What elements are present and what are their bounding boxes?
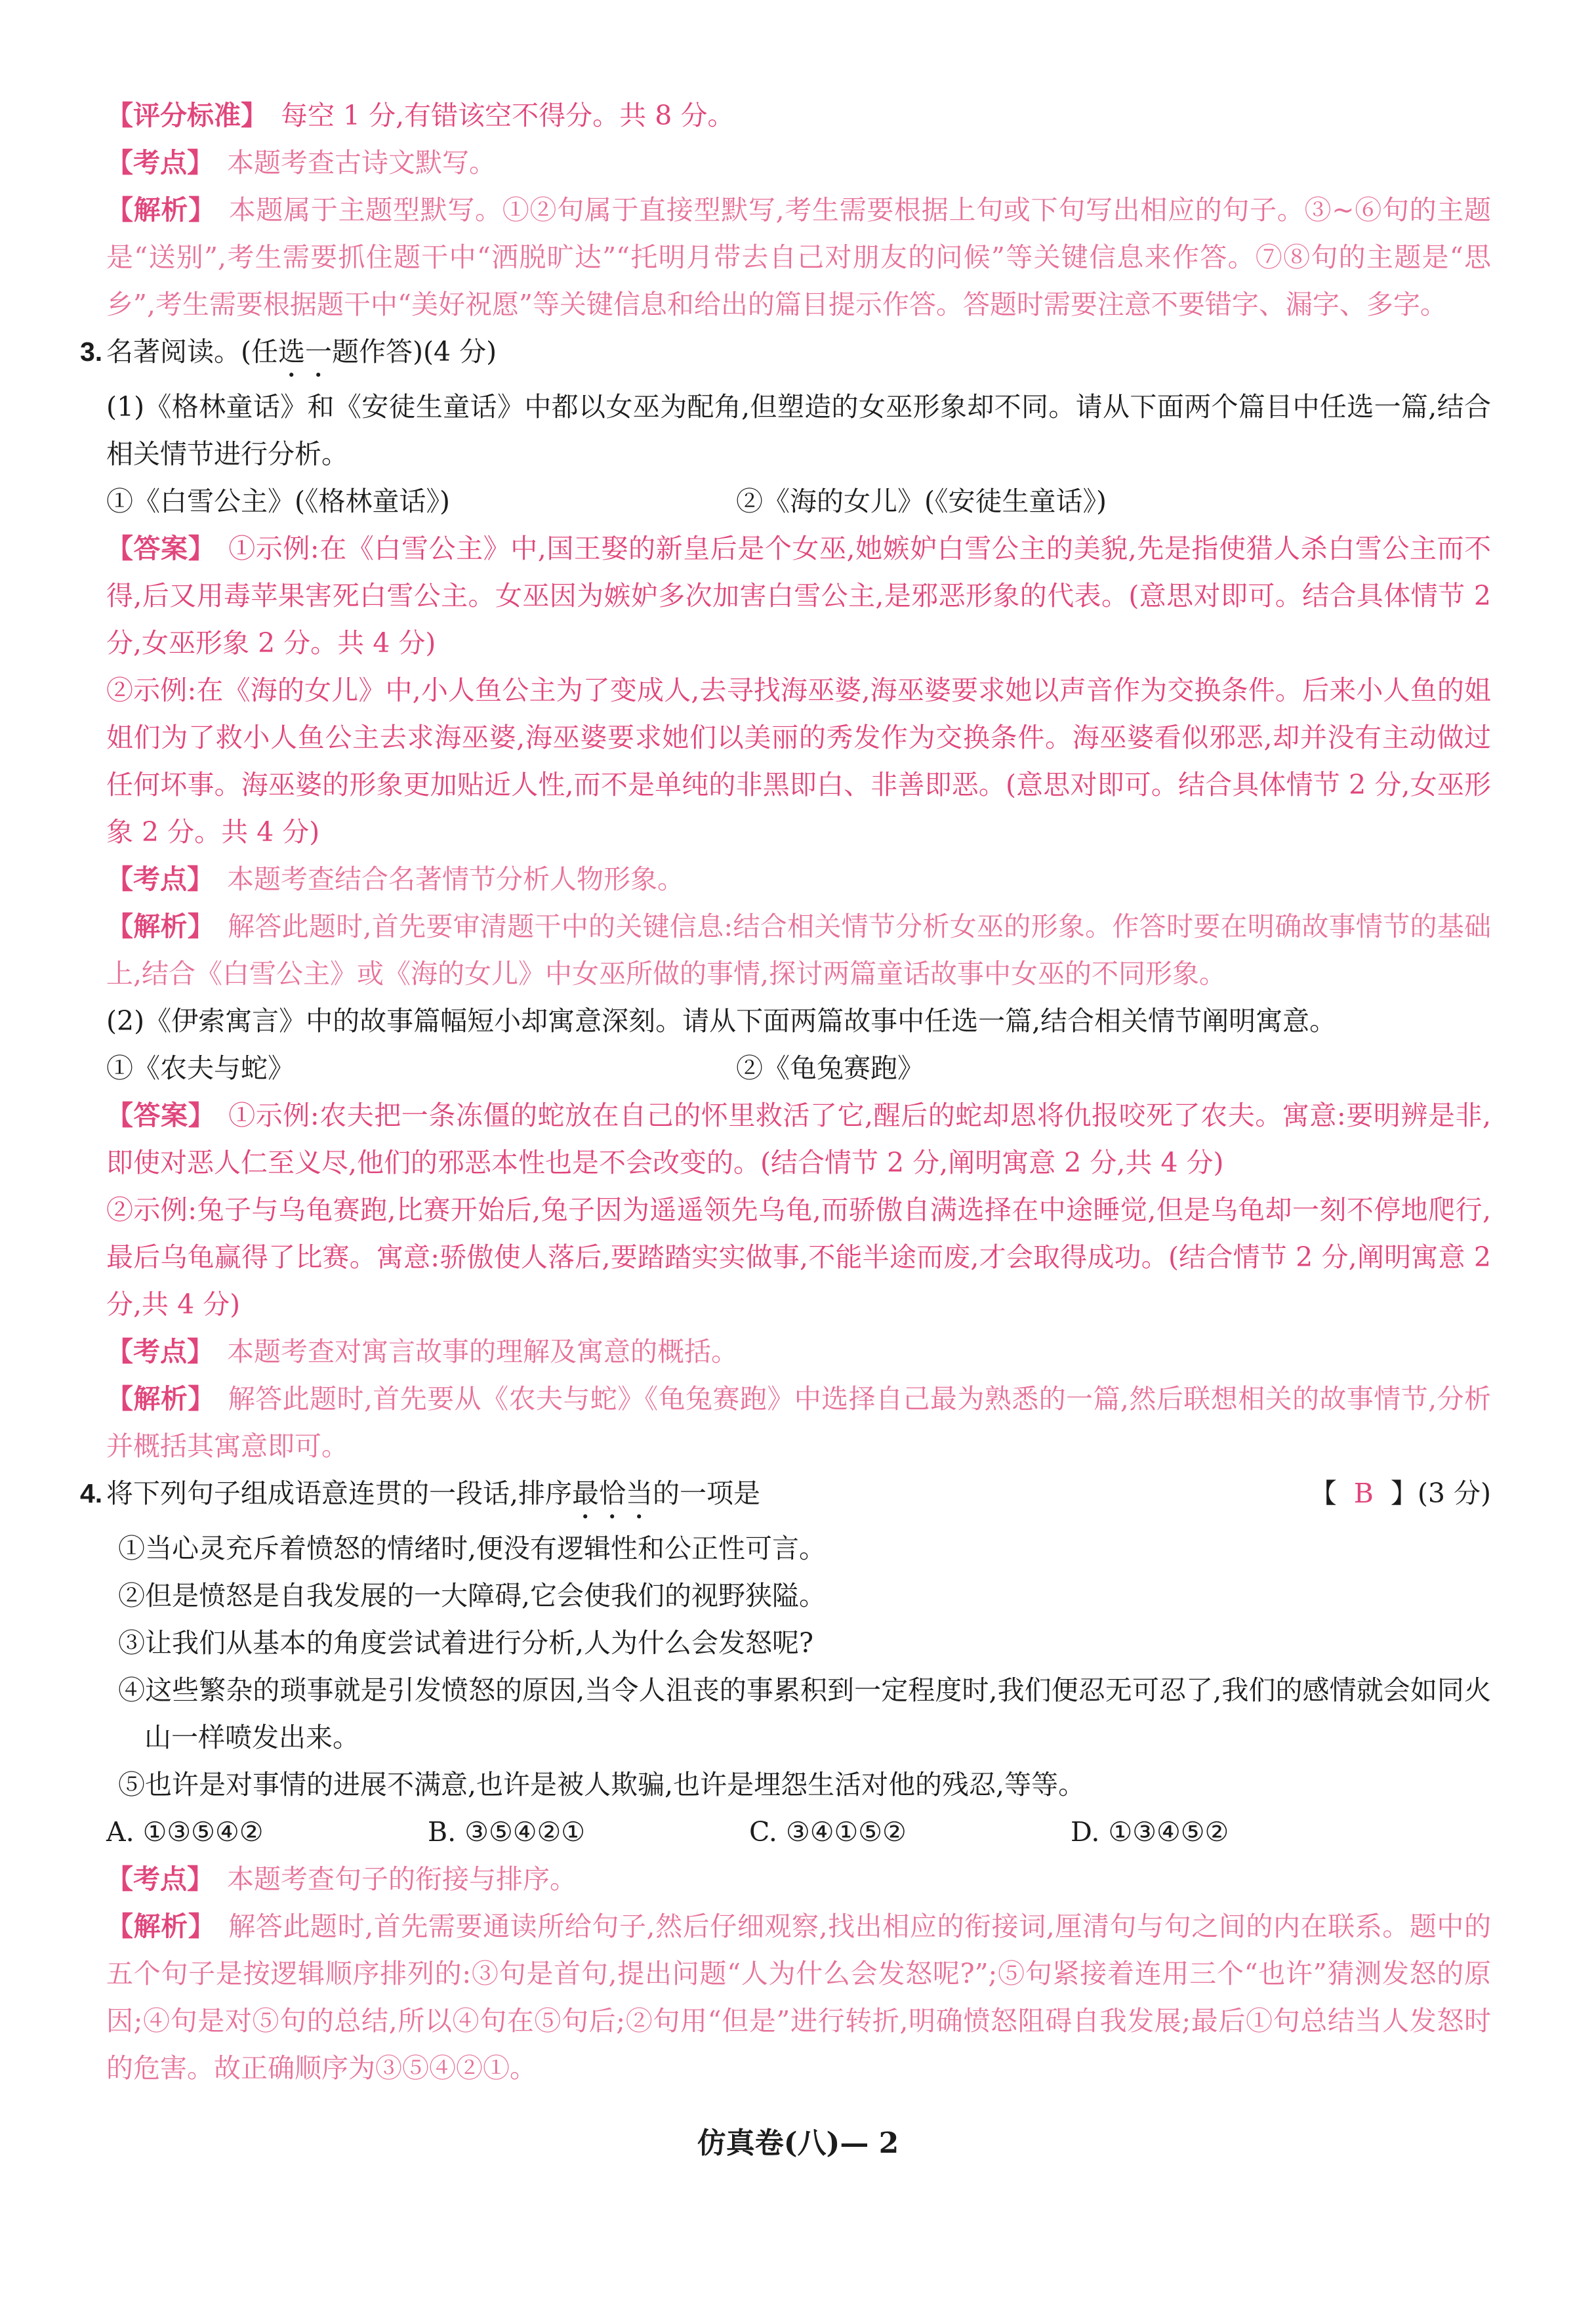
q4-choice-a: A. ①③⑤④② (106, 1816, 264, 1848)
q3-part1-answer-2: ②示例:在《海的女儿》中,小人鱼公主为了变成人,去寻找海巫婆,海巫婆要求她以声音作为交换条件。后来小人鱼的姐姐们为了救小人鱼公主去求海巫婆,海巫婆要求她们以美丽的秀发作为交换条件。海巫婆看似邪恶,却并没有主动做过任何坏事。海巫婆的形象更加贴近人性,而不是单纯的非黑即白、非善即恶。(意思对即可。结合具体情节 2 分,女巫形象 2 分。共 4 分) (106, 674, 1491, 848)
q2-analysis (106, 186, 1491, 328)
q3-part1-point-text: 本题考查结合名著情节分析人物形象。 (227, 863, 684, 895)
q4-bracket-right: 】(3 分) (1390, 1478, 1491, 1509)
q3-part2-analysis (106, 1375, 1491, 1470)
q3-part1-analysis (106, 903, 1491, 997)
q3-part1-option-1: ①《白雪公主》(《格林童话》) (106, 486, 450, 517)
q2-point (106, 139, 1491, 186)
q3-part2-answer-1 (106, 1092, 1491, 1186)
q3-part1-analysis-text: 解答此题时,首先要审清题干中的关键信息:结合相关情节分析女巫的形象。作答时要在明确故事情节的基础上,结合《白雪公主》或《海的女儿》中女巫所做的事情,探讨两篇童话故事中女巫的不同形象。 (106, 911, 1492, 989)
q3-part2-point (106, 1328, 1491, 1375)
q3-part2-analysis-text: 解答此题时,首先要从《农夫与蛇》《龟兔赛跑》中选择自己最为熟悉的一篇,然后联想相关的故事情节,分析并概括其寓意即可。 (106, 1383, 1492, 1462)
q3-part2-options (106, 1045, 1491, 1092)
q4-analysis-text: 解答此题时,首先需要通读所给句子,然后仔细观察,找出相应的衔接词,厘清句与句之间的内在联系。题中的五个句子是按逻辑顺序排列的:③句是首句,提出问题“人为什么会发怒呢?”;⑤句紧接着连用三个“也许”猜测发怒的原因;④句是对⑤句的总结,所以④句在⑤句后;②句用“但是”进行转折,明确愤怒阻碍自我发展;最后①句总结当人发怒时的危害。故正确顺序为③⑤④②①。 (106, 1911, 1491, 2084)
q3-part2-analysis-tag: 【解析】 (106, 1383, 215, 1415)
q4-choice-d: D. ①③④⑤② (1071, 1816, 1229, 1848)
q4-answer: B (1353, 1478, 1374, 1509)
q4-sentence-5: ⑤也许是对事情的进展不满意,也许是被人欺骗,也许是埋怨生活对他的残忍,等等。 (118, 1769, 1086, 1800)
q3-part1-answer-1-text: ①示例:在《白雪公主》中,国王娶的新皇后是个女巫,她嫉妒白雪公主的美貌,先是指使猎人杀白雪公主而不得,后又用毒苹果害死白雪公主。女巫因为嫉妒多次加害白雪公主,是邪恶形象的代表。(意思对即可。结合具体情节 2 分,女巫形象 2 分。共 4 分) (106, 533, 1491, 659)
q3-part2-option-2: ②《龟兔赛跑》 (736, 1052, 924, 1084)
q4-sentence-4: ④这些繁杂的琐事就是引发愤怒的原因,当令人沮丧的事累积到一定程度时,我们便忍无可忍了,我们的感情就会如同火山一样喷发出来。 (118, 1674, 1491, 1753)
scoring-standard-tag: 【评分标准】 (106, 100, 268, 131)
q3-title-b: 题作答)(4 分) (332, 336, 497, 367)
q3-part2-option-1: ①《农夫与蛇》 (106, 1052, 295, 1084)
q3-title-emphasis: 选一 (278, 336, 332, 367)
q3-part1-answer-tag: 【答案】 (106, 533, 216, 564)
q4-answer-box (1310, 1470, 1491, 1517)
q4-sentence-2: ②但是愤怒是自我发展的一大障碍,它会使我们的视野狭隘。 (118, 1580, 827, 1611)
q3-part1-stem: (1)《格林童话》和《安徒生童话》中都以女巫为配角,但塑造的女巫形象却不同。请从下面两个篇目中任选一篇,结合相关情节进行分析。 (106, 391, 1491, 470)
q4-stem-b: 的一项是 (653, 1478, 761, 1509)
q3-title (80, 328, 1491, 383)
q4-stem-emphasis: 最恰当 (572, 1478, 653, 1509)
q3-part1-point-tag: 【考点】 (106, 863, 214, 895)
q4-number: 4. (80, 1478, 103, 1508)
q3-part2-answer-tag: 【答案】 (106, 1100, 216, 1131)
q4-bracket-left: 【 (1309, 1478, 1337, 1509)
q4-choice-c: C. ③④①⑤② (749, 1816, 907, 1848)
q3-part2-point-tag: 【考点】 (106, 1336, 214, 1367)
q4-point-tag: 【考点】 (106, 1863, 214, 1895)
q4-choices (106, 1808, 1491, 1855)
q3-part2-stem: (2)《伊索寓言》中的故事篇幅短小却寓意深刻。请从下面两篇故事中任选一篇,结合相关情节阐明寓意。 (106, 1005, 1337, 1037)
q3-part1-answer-1 (106, 525, 1491, 667)
page-footer: 仿真卷(八)— 2 (697, 2126, 899, 2160)
q3-number: 3. (80, 337, 103, 367)
q3-part2-point-text: 本题考查对寓言故事的理解及寓意的概括。 (227, 1336, 738, 1367)
q2-analysis-text: 本题属于主题型默写。①②句属于直接型默写,考生需要根据上句或下句写出相应的句子。③~⑥句的主题是“送别”,考生需要抓住题干中“洒脱旷达”“托明月带去自己对朋友的问候”等关键信息来作答。⑦⑧句的主题是“思乡”,考生需要根据题干中“美好祝愿”等关键信息和给出的篇目提示作答。答题时需要注意不要错字、漏字、多字。 (106, 194, 1492, 320)
scoring-standard (106, 92, 1491, 139)
q2-point-tag: 【考点】 (106, 147, 214, 178)
q2-point-text: 本题考查古诗文默写。 (227, 147, 496, 178)
q3-part2-answer-2: ②示例:兔子与乌龟赛跑,比赛开始后,兔子因为遥遥领先乌龟,而骄傲自满选择在中途睡觉,但是乌龟却一刻不停地爬行,最后乌龟赢得了比赛。寓意:骄傲使人落后,要踏踏实实做事,不能半途而废,才会取得成功。(结合情节 2 分,阐明寓意 2 分,共 4 分) (106, 1194, 1491, 1320)
q4-stem (80, 1470, 1491, 1525)
q3-part1-analysis-tag: 【解析】 (106, 911, 215, 942)
q4-choice-b: B. ③⑤④②① (428, 1816, 585, 1848)
scoring-standard-text: 每空 1 分,有错该空不得分。共 8 分。 (281, 100, 735, 131)
q3-part1-point (106, 856, 1491, 903)
q4-sentence-1: ①当心灵充斥着愤怒的情绪时,便没有逻辑性和公正性可言。 (118, 1533, 827, 1564)
q3-part1-option-2: ②《海的女儿》(《安徒生童话》) (736, 486, 1107, 517)
q4-analysis (106, 1903, 1491, 2092)
q4-point-text: 本题考查句子的衔接与排序。 (227, 1863, 577, 1895)
q4-stem-a: 将下列句子组成语意连贯的一段话,排序 (106, 1478, 573, 1509)
q4-analysis-tag: 【解析】 (106, 1911, 216, 1942)
q3-title-a: 名著阅读。(任 (106, 336, 278, 367)
q4-point (106, 1855, 1491, 1903)
q3-part2-answer-1-text: ①示例:农夫把一条冻僵的蛇放在自己的怀里救活了它,醒后的蛇却恩将仇报咬死了农夫。寓意:要明辨是非,即使对恶人仁至义尽,他们的邪恶本性也是不会改变的。(结合情节 2 分,阐明寓意 2 分,共 4 分) (106, 1100, 1491, 1178)
q4-sentence-3: ③让我们从基本的角度尝试着进行分析,人为什么会发怒呢? (118, 1627, 814, 1659)
q3-part1-options (106, 478, 1491, 525)
q2-analysis-tag: 【解析】 (106, 194, 216, 226)
